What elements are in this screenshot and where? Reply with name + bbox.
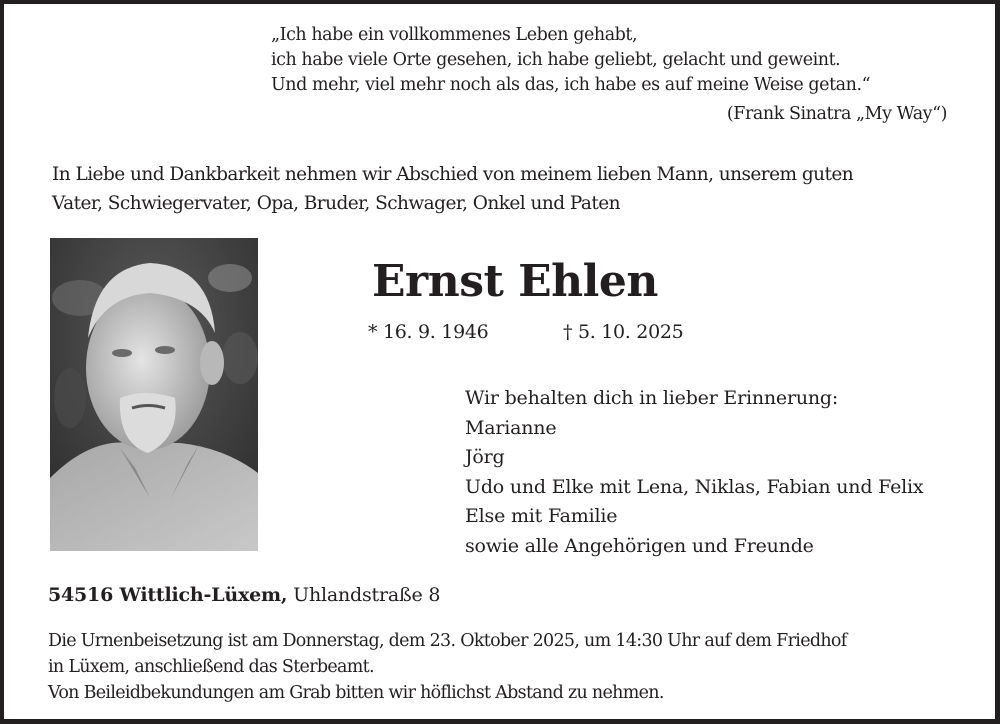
address-city: 54516 Wittlich-Lüxem,: [48, 584, 288, 606]
death-date: [563, 321, 683, 343]
funeral-detail-line: Von Beileidbekundungen am Grab bitten wir höflichst Abstand zu nehmen.: [48, 683, 664, 703]
funeral-details: [48, 628, 847, 706]
obituary-notice: [4, 4, 995, 719]
deceased-name: Ernst Ehlen: [372, 256, 658, 307]
mourners-list: [465, 384, 923, 561]
family-address: [48, 584, 440, 606]
sinatra-quote: [271, 23, 870, 98]
address-street: Uhlandstraße 8: [293, 584, 441, 606]
mourners-heading: Wir behalten dich in lieber Erinnerung:: [465, 387, 839, 409]
farewell-intro: [52, 160, 853, 218]
mourner-name: Else mit Familie: [465, 505, 618, 527]
portrait-photo: [50, 238, 258, 551]
funeral-detail-line: Die Urnenbeisetzung ist am Donnerstag, dem 23. Oktober 2025, um 14:30 Uhr auf dem Friedhof: [48, 631, 847, 651]
intro-line: In Liebe und Dankbarkeit nehmen wir Abschied von meinem lieben Mann, unserem guten: [52, 164, 854, 185]
mourner-name: Jörg: [465, 446, 505, 468]
death-date-value: 5. 10. 2025: [577, 321, 684, 343]
mourner-name: Udo und Elke mit Lena, Niklas, Fabian und Felix: [465, 475, 924, 498]
mourner-name: Marianne: [465, 416, 557, 439]
quote-source: (Frank Sinatra „My Way“): [726, 104, 947, 124]
quote-line: Und mehr, viel mehr noch als das, ich habe es auf meine Weise getan.“: [271, 75, 871, 95]
funeral-detail-line: in Lüxem, anschließend das Sterbeamt.: [48, 657, 374, 677]
birth-date: [368, 321, 488, 343]
intro-line: Vater, Schwiegervater, Opa, Bruder, Schwager, Onkel und Paten: [52, 193, 621, 214]
mourner-name: sowie alle Angehörigen und Freunde: [465, 534, 814, 557]
quote-line: ich habe viele Orte gesehen, ich habe geliebt, gelacht und geweint.: [271, 50, 841, 70]
birth-date-value: 16. 9. 1946: [382, 321, 489, 343]
death-cross-icon: †: [563, 321, 573, 343]
birth-star-icon: *: [368, 321, 378, 343]
quote-line: „Ich habe ein vollkommenes Leben gehabt,: [271, 25, 638, 45]
